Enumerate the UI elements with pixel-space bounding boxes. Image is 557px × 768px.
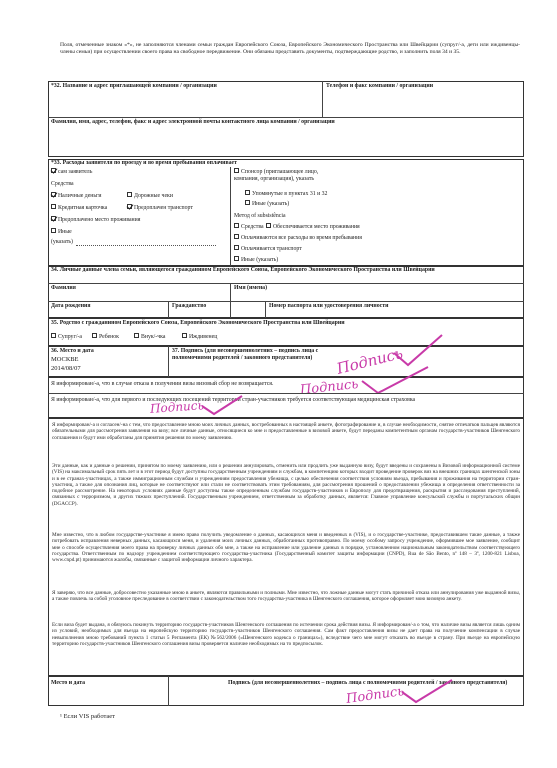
- s36-place: МОСКВЕ: [51, 356, 79, 363]
- checkbox[interactable]: [92, 333, 97, 338]
- s35-title: 35. Родство с гражданином Европейского Союза, Европейского Экономического Пространства или Швейцарии: [51, 320, 345, 326]
- s33-provides-accom[interactable]: Обеспечивается место проживания: [266, 224, 360, 231]
- checkbox-checked[interactable]: [127, 204, 132, 209]
- checkbox[interactable]: [234, 256, 239, 261]
- s33-other[interactable]: Иные: [51, 229, 72, 236]
- checkbox[interactable]: [182, 333, 187, 338]
- s33-title: *33. Расходы заявителя по проезду и во время пребывания оплачивает: [51, 160, 237, 166]
- consent-para-4: Я заверяю, что все данные, добросовестно указанные мною в анкете, являются правильными и полными. Мне известно, что ложные данные могут стать причиной отказа или аннулирования уже выданной визы, а также повлечь за собой уголовное преследование в соответствии с законодательством того государства-участника в Шенгенского соглашения, которое оформляет мою визовую анкету.: [52, 590, 520, 603]
- s33-card[interactable]: Кредитная карточка: [51, 205, 107, 212]
- consent-para-2: Эти данные, как и данные о решении, принятом по моему заявлению, или о решении аннулировать, отменить или продлить уже выданную визу, будут введены и сохранены в Визовой информационной системе (VIS) на максимальный срок пять лет и в этот период будут доступны государственным учреждениям и службам, в компетенцию которых входит проведение проверок виз на внешних границах шенгенской зоны и в ее странах-участницах, а также иммиграционным службам и учреждениям предоставления убежища, с целью обеспечения соответствия условиям въезда, пребывания и проживания на территории стран-участниц, а также для опознания лиц, которые не соответствуют или стали не соответствовать этим требованиям, для рассмотрения прошений о предоставлении убежища и определения ответственности за подобное рассмотрение. На некоторых условиях данные будут доступны также определенным службам государств-участников и Европолу для предотвращения, раскрытия и расследования преступлений, связанных с терроризмом, и других тяжких преступлений. Государственным учреждением, ответственным за обработку данных, является: Главное управление консульской службы и португальских общин (DGACCP).: [52, 463, 520, 507]
- checkbox[interactable]: [51, 333, 56, 338]
- s33-other2[interactable]: Иные (указать): [234, 257, 278, 264]
- s32-phone-label: Телефон и факс компании / организации: [326, 83, 434, 89]
- s33-means-label: Средства: [51, 181, 74, 187]
- checkbox[interactable]: [51, 228, 56, 233]
- checkbox[interactable]: [234, 234, 239, 239]
- check-mark-3: [200, 394, 244, 418]
- s35-grandchild[interactable]: Внук/-чка: [134, 334, 165, 341]
- checkbox[interactable]: [234, 168, 239, 173]
- notice-1: Я информирован/-а, что в случае отказа в получении визы визовый сбор не возвращается.: [51, 381, 274, 387]
- intro-text: Поля, отмеченные знаком «*», не заполняются членами семьи граждан Европейского Союза, Европейского Экономического Пространства или Швейцарии (супруг/-а, дети или иждивенцы-члены семьи) при осуществлении своего права на свободное передвижение. Они обязаны представить документы, подтверждающие родство, и заполнить поля 34 и 35.: [60, 42, 520, 56]
- signature-1: Подпись: [334, 344, 405, 378]
- s32-contact-label: Фамилия, имя, адрес, телефон, факс и адрес электронной почты контактного лица компании / организации: [51, 119, 335, 125]
- s34-name: Имя (имена): [234, 285, 268, 291]
- s33-in-fields[interactable]: Упомянутые в пунктах 31 и 32: [245, 191, 327, 198]
- s34-nationality: Гражданство: [172, 303, 207, 309]
- s33-accommodation[interactable]: Предоплачено место проживания: [51, 217, 140, 224]
- checkbox-checked[interactable]: [51, 168, 56, 173]
- checkbox[interactable]: [266, 223, 271, 228]
- consent-para-5: Если виза будет выдана, я обязуюсь покинуть территорию государств-участников Шенгенского соглашения по истечении срока действия визы. Я информирован/-а о том, что наличие визы является лишь одним из условий, необходимых для въезда на европейскую территорию государств-участников Шенгенского соглашения. Сам факт предоставления визы не дает права на получение компенсации в случае невыполнения мною требований пункта 1 статьи 5 Регламента (ЕК) №562/2006 («Шенгенского кодекса о границах»), вследствие чего мне могут отказать во въезде в страну. При въезде на европейскую территорию государств-участников Шенгенского соглашения визы проверяется наличие необходимых на то предпосылок.: [52, 622, 520, 647]
- signature-3: Подпись: [149, 398, 205, 416]
- s33-sponsor[interactable]: Спонсор (приглашающее лицо, компания, организация), указать: [234, 169, 319, 182]
- check-mark-4: [400, 678, 454, 704]
- s36-date: 2014/08/07: [51, 365, 81, 372]
- checkbox[interactable]: [127, 192, 132, 197]
- notice-2: Я информирован/-а, что для первого и последующих посещений территории стран-участников требуется соответствующая медицинская страховка: [51, 397, 416, 403]
- s32-title: *32. Название и адрес приглашающей компании / организации: [51, 83, 217, 89]
- s33-cash[interactable]: Наличные деньги: [51, 193, 102, 200]
- s34-dob: Дата рождения: [51, 303, 91, 309]
- footnote: ¹ Если VIS работает: [60, 713, 116, 720]
- signature-4: Подпись: [345, 684, 406, 707]
- s35-child[interactable]: Ребенок: [92, 334, 119, 341]
- s36-title: 36. Место и дата: [51, 348, 94, 354]
- s33-all-costs[interactable]: Оплачиваются все расходы во время пребывания: [234, 235, 362, 242]
- s33-funds[interactable]: Средства: [234, 224, 264, 231]
- s37-title: 37. Подпись (для несовершеннолетних – подпись лица с полномочиями родителей / законного представителя): [172, 348, 319, 361]
- check-mark-1: [392, 333, 444, 369]
- s33-transport[interactable]: Предоплачен транспорт: [127, 205, 193, 212]
- consent-para-1: Я информирован/-а и согласен/-на с тем, что предоставление мною моих личных данных, востребованных в настоящей анкете, фотографирование и, в случае необходимости, снятие отпечатков пальцев являются обязательными для рассмотрения заявления на визу; все личные данные, относящиеся ко мне и предоставленные в визовой анкете, будут переданы компетентным органам государств-участников Шенгенского соглашения и будут ими обработаны для принятия решения по моему заявлению.: [52, 422, 520, 441]
- bottom-signature-label: Подпись (для несовершеннолетних – подпись лица с полномочиями родителей / законного представителя): [228, 680, 508, 686]
- s34-surname: Фамилия: [51, 285, 76, 291]
- s35-dependent[interactable]: Иждивенец: [182, 334, 217, 341]
- s34-title: 34. Личные данные члена семьи, являющегося гражданином Европейского Союза, Европейского Экономического Пространства или Швейцарии: [51, 267, 435, 273]
- s34-passport: Номер паспорта или удостоверения личности: [269, 303, 389, 309]
- checkbox[interactable]: [51, 204, 56, 209]
- signature-2: Подпись: [299, 376, 360, 399]
- checkbox[interactable]: [134, 333, 139, 338]
- s33-self[interactable]: сам заявитель: [51, 169, 92, 176]
- checkbox-checked[interactable]: [51, 216, 56, 221]
- checkbox-checked[interactable]: [51, 192, 56, 197]
- checkbox[interactable]: [234, 223, 239, 228]
- s33-specify: (указать): [51, 239, 73, 245]
- consent-para-3: Мне известно, что в любом государстве-участнике я имею право получить уведомление о данных, касающихся меня и введенных в (VIS), и о государстве-участнике, предоставившем такие данные, а также потребовать исправления неверных данных, касающихся меня, и удаления моих личных данных, обработанных противоправно. По моему особому запросу учреждение, оформившее мое заявление, сообщит мне о способе осуществления моего права на проверку личных данных обо мне, а также на исправление или удаление данных в порядке, установленном национальным законодательством соответствующего государства. Ответственным по надзору учреждением соответствующего государства-участника (Государственный комитет защиты информации (CNPD), Rua de São Bento, nº 148 – 3º, 1200-821 Lisboa, www.cnpd.pt) принимаются жалобы, связанные с защитой информации личного характера.: [52, 532, 520, 564]
- checkbox[interactable]: [245, 190, 250, 195]
- s33-other-specify[interactable]: Иные (указать): [245, 201, 289, 208]
- checkbox[interactable]: [245, 200, 250, 205]
- bottom-place-date: Место и дата: [51, 680, 86, 686]
- checkbox[interactable]: [234, 245, 239, 250]
- s33-transport-paid[interactable]: Оплачивается транспорт: [234, 246, 302, 253]
- s35-spouse[interactable]: Супруг/-а: [51, 334, 82, 341]
- s33-subsistence: Метод of subsistência: [234, 213, 286, 219]
- s33-cheques[interactable]: Дорожные чеки: [127, 193, 173, 200]
